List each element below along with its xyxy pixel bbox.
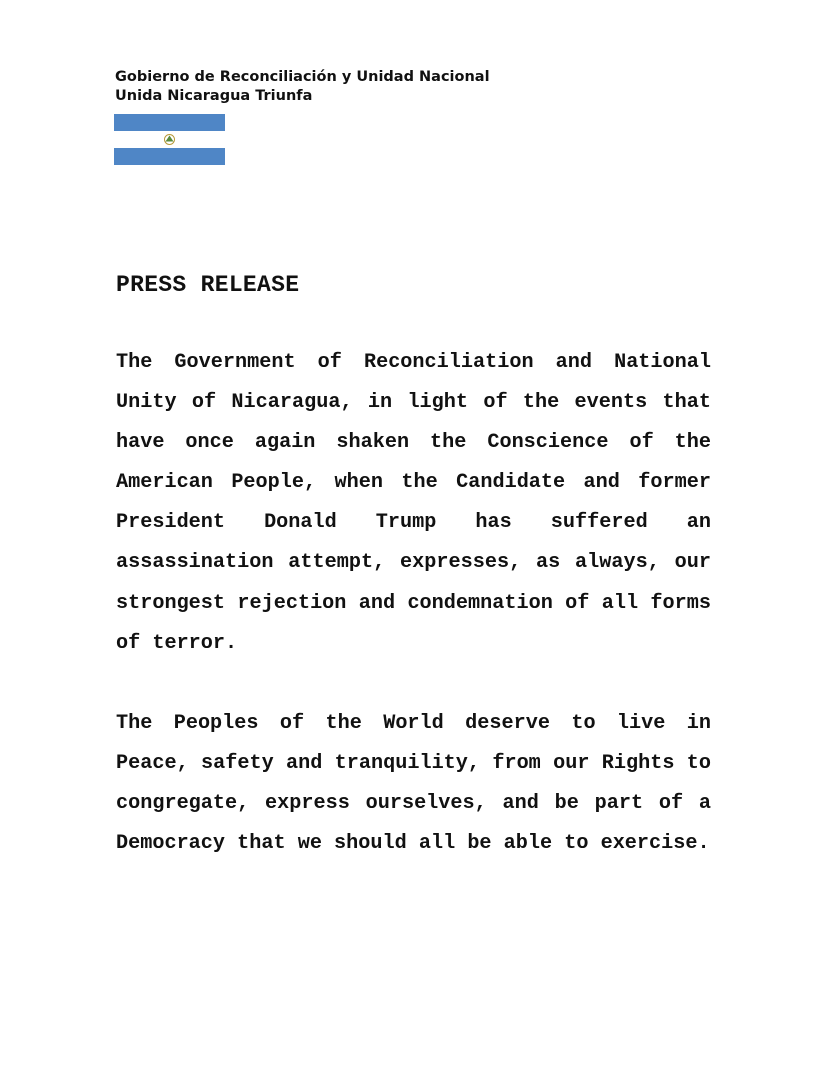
government-slogan: Unida Nicaragua Triunfa xyxy=(115,88,313,104)
press-release-title: PRESS RELEASE xyxy=(116,272,300,298)
statement-paragraph-2: The Peoples of the World deserve to live in Peace, safety and tranquility, from our Rights to congregate, express ourselves, and be part of a Democracy that we should all be able to exercise. xyxy=(116,712,711,856)
government-name: Gobierno de Reconciliación y Unidad Nacional xyxy=(115,69,490,85)
letterhead xyxy=(115,68,490,106)
statement-paragraph-1: The Government of Reconciliation and National Unity of Nicaragua, in light of the events that have once again shaken the Conscience of the American People, when the Candidate and former President Donald Trump has suffered an assassination attempt, expresses, as always, our strongest rejection and condemnation of all forms of terror. xyxy=(116,351,711,655)
nicaragua-flag-icon xyxy=(114,114,225,165)
